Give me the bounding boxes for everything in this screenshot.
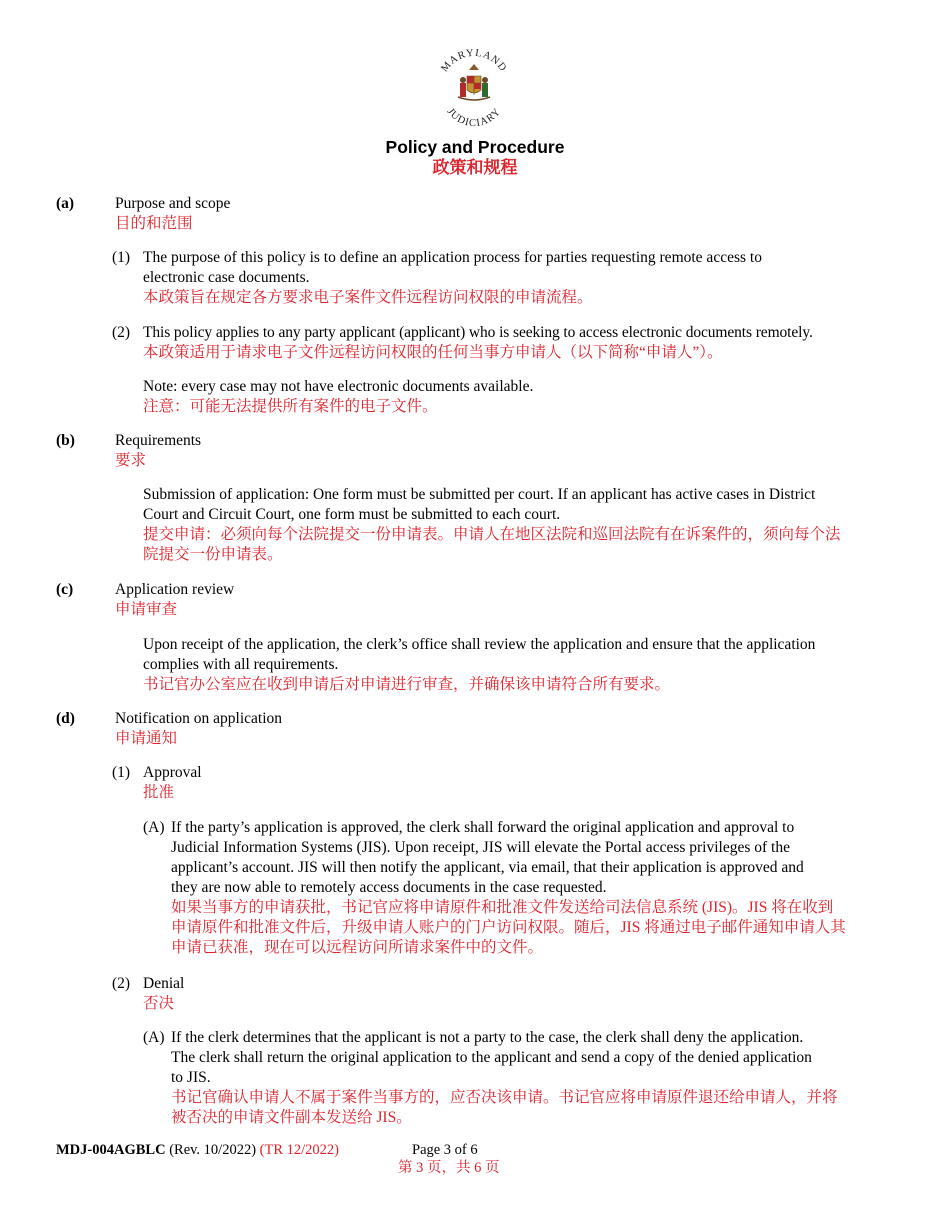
denial-num: (2)	[112, 975, 131, 992]
section-c-line2: complies with all requirements.	[143, 656, 339, 673]
maryland-judiciary-seal	[434, 48, 514, 130]
denial-A-zh2: 被否决的申请文件副本发送给 JIS。	[171, 1109, 412, 1126]
approval-heading-zh: 批准	[143, 784, 175, 801]
section-a-item2-line1: This policy applies to any party applicant (applicant) who is seeking to access electronic documents remotely.	[143, 324, 813, 341]
section-c-heading: Application review	[115, 581, 235, 598]
section-c-heading-zh: 申请审查	[115, 601, 178, 618]
denial-A-line2: The clerk shall return the original application to the applicant and send a copy of the denied application	[171, 1049, 812, 1066]
section-a-item1-line2: electronic case documents.	[143, 269, 310, 286]
footer-tr: (TR 12/2022)	[259, 1142, 340, 1158]
section-d-heading: Notification on application	[115, 710, 283, 727]
section-b-zh2: 院提交一份申请表。	[143, 546, 283, 563]
denial-A-label: (A)	[143, 1029, 165, 1046]
section-b-line1: Submission of application: One form must be submitted per court. If an applicant has active cases in District	[143, 486, 816, 503]
section-a-item2-num: (2)	[112, 324, 131, 341]
denial-A-line1: If the clerk determines that the applicant is not a party to the case, the clerk shall deny the application.	[171, 1029, 804, 1046]
approval-A-zh3: 申请已获准，现在可以远程访问所请求案件中的文件。	[171, 939, 544, 956]
section-a-note: Note: every case may not have electronic documents available.	[143, 378, 534, 395]
footer-page-zh: 第 3 页，共 6 页	[398, 1160, 500, 1176]
section-a-item1-zh: 本政策旨在规定各方要求电子案件文件远程访问权限的申请流程。	[143, 289, 593, 306]
section-a-heading: Purpose and scope	[115, 195, 231, 212]
approval-num: (1)	[112, 764, 131, 781]
section-a-item2-zh: 本政策适用于请求电子文件远程访问权限的任何当事方申请人（以下简称“申请人”）。	[143, 344, 723, 361]
section-c-line1: Upon receipt of the application, the clerk’s office shall review the application and ensure that the application	[143, 636, 816, 653]
approval-A-line2: Judicial Information Systems (JIS). Upon receipt, JIS will elevate the Portal access privileges of the	[171, 839, 790, 856]
denial-A-zh1: 书记官确认申请人不属于案件当事方的，应否决该申请。书记官应将申请原件退还给申请人，并将	[171, 1089, 838, 1106]
section-a-label: (a)	[56, 195, 75, 212]
section-b-label: (b)	[56, 432, 75, 449]
section-c-zh: 书记官办公室应在收到申请后对申请进行审查，并确保该申请符合所有要求。	[143, 676, 671, 693]
footer-form-id: MDJ-004AGBLC	[56, 1142, 166, 1158]
svg-text:JUDICIARY	[445, 106, 504, 129]
seal-bottom-text: JUDICIARY	[444, 106, 504, 130]
section-b-zh1: 提交申请：必须向每个法院提交一份申请表。申请人在地区法院和巡回法院有在诉案件的，须向每个法	[143, 526, 841, 543]
section-b-line2: Court and Circuit Court, one form must be submitted to each court.	[143, 506, 561, 523]
footer-page: Page 3 of 6	[412, 1142, 478, 1158]
section-b-heading: Requirements	[115, 432, 202, 449]
approval-A-line4: they are now able to remotely access documents in the case requested.	[171, 879, 607, 896]
section-d-heading-zh: 申请通知	[115, 730, 178, 747]
section-d-label: (d)	[56, 710, 75, 727]
approval-A-line1: If the party’s application is approved, the clerk shall forward the original application and approval to	[171, 819, 795, 836]
approval-A-zh2: 申请原件和批准文件后，升级申请人账户的门户访问权限。随后，JIS 将通过电子邮件通知申请人其	[171, 919, 846, 936]
approval-heading: Approval	[143, 764, 202, 781]
section-a-item1-line1: The purpose of this policy is to define an application process for parties requesting remote access to	[143, 249, 762, 266]
denial-heading-zh: 否决	[143, 995, 175, 1012]
section-a-note-zh: 注意：可能无法提供所有案件的电子文件。	[143, 398, 438, 415]
section-a-heading-zh: 目的和范围	[115, 215, 193, 232]
approval-A-line3: applicant’s account. JIS will then notify the applicant, via email, that their application is approved and	[171, 859, 804, 876]
footer-rev: (Rev. 10/2022)	[165, 1142, 260, 1158]
section-c-label: (c)	[56, 581, 74, 598]
denial-A-line3: to JIS.	[171, 1069, 211, 1086]
page-title-zh: 政策和规程	[432, 158, 518, 177]
footer-form-info	[56, 1140, 339, 1160]
section-b-heading-zh: 要求	[115, 452, 147, 469]
section-a-item1-num: (1)	[112, 249, 131, 266]
denial-heading: Denial	[143, 975, 185, 992]
approval-A-zh1: 如果当事方的申请获批，书记官应将申请原件和批准文件发送给司法信息系统 (JIS)。JIS 将在收到	[171, 899, 834, 916]
page-title: Policy and Procedure	[385, 137, 565, 157]
svg-text:MARYLAND	[439, 48, 508, 74]
approval-A-label: (A)	[143, 819, 165, 836]
seal-top-text: MARYLAND	[439, 48, 509, 75]
